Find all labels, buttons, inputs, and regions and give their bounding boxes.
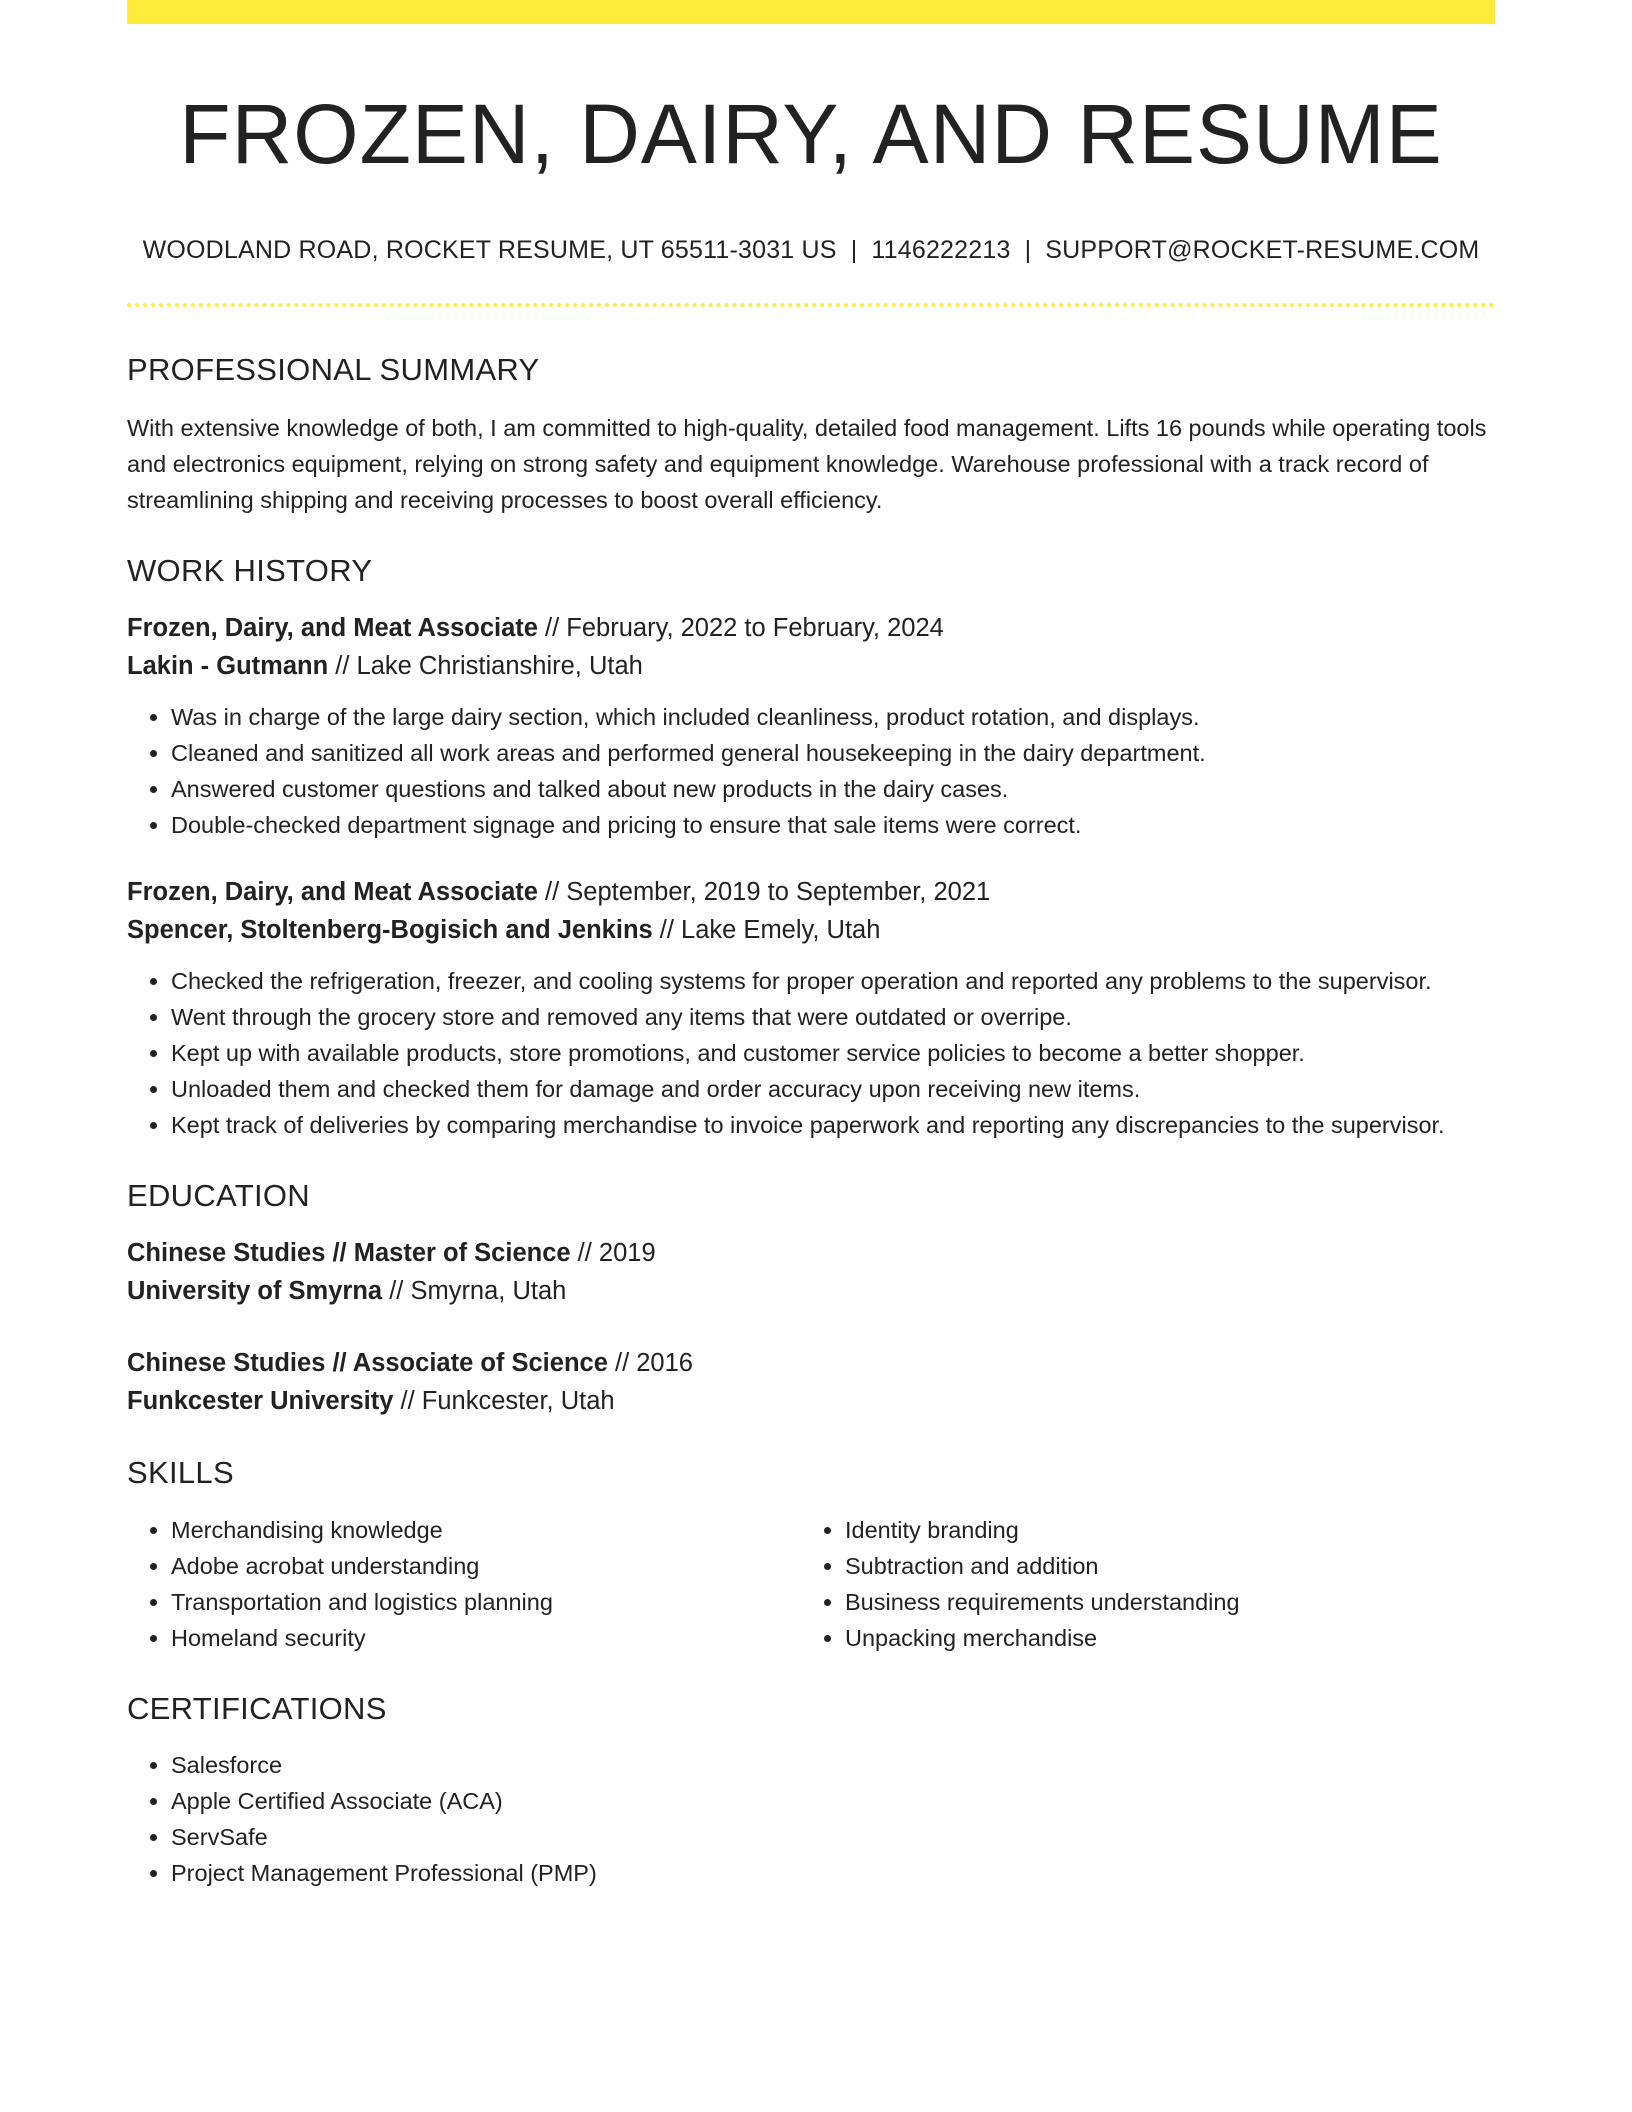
job-entry bbox=[127, 609, 1495, 843]
school-name: Funkcester University bbox=[127, 1387, 394, 1416]
resume-content bbox=[127, 0, 1495, 1891]
list-item: • Subtraction and addition bbox=[845, 1548, 1475, 1584]
list-item: • Adobe acrobat understanding bbox=[171, 1548, 801, 1584]
list-item: • Checked the refrigeration, freezer, and cooling systems for proper operation and reported any problems to the supervisor. bbox=[171, 963, 1495, 999]
education-entry bbox=[127, 1344, 1495, 1420]
list-item: • Business requirements understanding bbox=[845, 1584, 1475, 1620]
job-company-line bbox=[127, 647, 1495, 685]
list-item: • Unpacking merchandise bbox=[845, 1620, 1475, 1656]
list-item: • Identity branding bbox=[845, 1512, 1475, 1548]
job-location: // Lake Emely, Utah bbox=[659, 916, 881, 945]
job-role: Frozen, Dairy, and Meat Associate bbox=[127, 614, 538, 643]
list-item: • Double-checked department signage and pricing to ensure that sale items were correct. bbox=[171, 807, 1495, 843]
job-company: Spencer, Stoltenberg-Bogisich and Jenkins bbox=[127, 916, 653, 945]
skills-list-left bbox=[127, 1512, 801, 1656]
contact-separator: | bbox=[850, 235, 858, 264]
contact-separator: | bbox=[1024, 235, 1032, 264]
education-title: EDUCATION bbox=[127, 1178, 310, 1214]
degree-name: Chinese Studies // Associate of Science bbox=[127, 1349, 608, 1378]
education-entry bbox=[127, 1234, 1495, 1310]
school-location: // Smyrna, Utah bbox=[389, 1277, 567, 1306]
summary-text: With extensive knowledge of both, I am committed to high-quality, detailed food management. Lifts 16 pounds while operating tools and electronics equipment, relying on strong safety and equipment knowledge. Warehouse professional with a track record of streamlining shipping and receiving processes to boost overall efficiency. bbox=[127, 414, 1487, 513]
job-dates: // September, 2019 to September, 2021 bbox=[545, 878, 991, 907]
list-item: • Salesforce bbox=[171, 1747, 1495, 1783]
job-duties-list bbox=[127, 699, 1495, 843]
list-item: • Answered customer questions and talked about new products in the dairy cases. bbox=[171, 771, 1495, 807]
resume-name: FROZEN, DAIRY, AND RESUME bbox=[179, 87, 1443, 181]
job-company: Lakin - Gutmann bbox=[127, 652, 329, 681]
job-entry bbox=[127, 873, 1495, 1143]
certifications-list bbox=[127, 1747, 1495, 1891]
list-item: • Project Management Professional (PMP) bbox=[171, 1855, 1495, 1891]
list-item: • Unloaded them and checked them for damage and order accuracy upon receiving new items. bbox=[171, 1071, 1495, 1107]
school-location: // Funkcester, Utah bbox=[400, 1387, 615, 1416]
job-location: // Lake Christianshire, Utah bbox=[335, 652, 643, 681]
list-item: • Went through the grocery store and removed any items that were outdated or overripe. bbox=[171, 999, 1495, 1035]
job-company-line bbox=[127, 911, 1495, 949]
job-title-line bbox=[127, 609, 1495, 647]
summary-title: PROFESSIONAL SUMMARY bbox=[127, 351, 540, 387]
list-item: • Homeland security bbox=[171, 1620, 801, 1656]
job-role: Frozen, Dairy, and Meat Associate bbox=[127, 878, 538, 907]
dotted-divider bbox=[127, 303, 1495, 307]
contact-email: SUPPORT@ROCKET-RESUME.COM bbox=[1045, 235, 1480, 264]
degree-line bbox=[127, 1344, 1495, 1382]
list-item: • Cleaned and sanitized all work areas and performed general housekeeping in the dairy department. bbox=[171, 735, 1495, 771]
skills-columns bbox=[127, 1512, 1495, 1656]
degree-name: Chinese Studies // Master of Science bbox=[127, 1239, 571, 1268]
job-dates: // February, 2022 to February, 2024 bbox=[545, 614, 944, 643]
certifications-title: CERTIFICATIONS bbox=[127, 1690, 387, 1726]
job-duties-list bbox=[127, 963, 1495, 1143]
list-item: • Merchandising knowledge bbox=[171, 1512, 801, 1548]
job-title-line bbox=[127, 873, 1495, 911]
work-history-title: WORK HISTORY bbox=[127, 552, 373, 588]
skills-list-right bbox=[801, 1512, 1475, 1656]
accent-bar bbox=[127, 0, 1495, 24]
list-item: • Was in charge of the large dairy section, which included cleanliness, product rotation, and displays. bbox=[171, 699, 1495, 735]
degree-line bbox=[127, 1234, 1495, 1272]
list-item: • ServSafe bbox=[171, 1819, 1495, 1855]
degree-year: // 2019 bbox=[577, 1239, 656, 1268]
contact-phone: 1146222213 bbox=[871, 235, 1011, 264]
school-line bbox=[127, 1272, 1495, 1310]
list-item: • Kept track of deliveries by comparing merchandise to invoice paperwork and reporting any discrepancies to the supervisor. bbox=[171, 1107, 1495, 1143]
school-line bbox=[127, 1382, 1495, 1420]
list-item: • Kept up with available products, store promotions, and customer service policies to become a better shopper. bbox=[171, 1035, 1495, 1071]
degree-year: // 2016 bbox=[614, 1349, 693, 1378]
skills-title: SKILLS bbox=[127, 1455, 234, 1491]
list-item: • Apple Certified Associate (ACA) bbox=[171, 1783, 1495, 1819]
contact-address: WOODLAND ROAD, ROCKET RESUME, UT 65511-3031 US bbox=[142, 235, 837, 264]
list-item: • Transportation and logistics planning bbox=[171, 1584, 801, 1620]
contact-line bbox=[127, 235, 1495, 265]
school-name: University of Smyrna bbox=[127, 1277, 383, 1306]
